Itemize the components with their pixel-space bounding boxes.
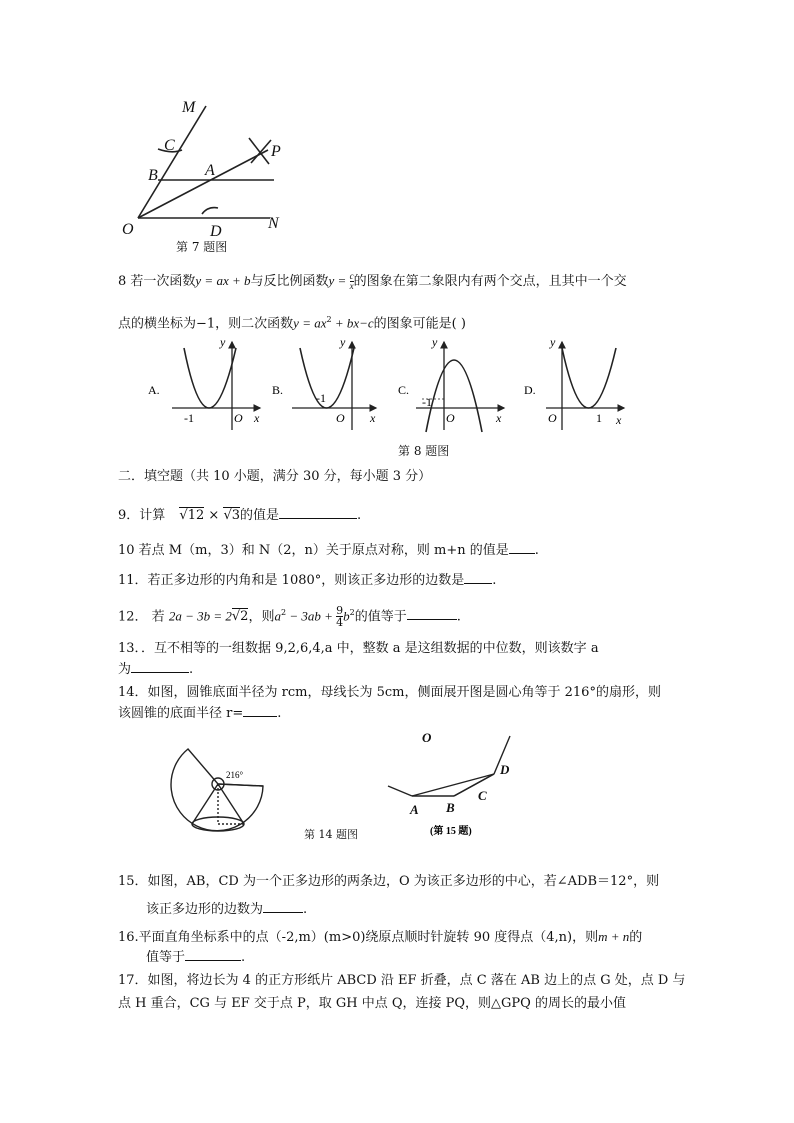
option-B-letter: B. xyxy=(272,383,284,397)
q14-answer-blank[interactable] xyxy=(243,704,277,717)
figure-7-diagram xyxy=(118,92,298,252)
q11-answer-blank[interactable] xyxy=(464,571,492,584)
question-17-line-2: 点 H 重合，CG 与 EF 交于点 P，取 GH 中点 Q，连接 PQ，则△GPQ 的周长的最小值 xyxy=(118,996,626,1011)
fraction-9-over-4: $\frac{9}{4}$ xyxy=(336,604,344,630)
sqrt-2: √2 xyxy=(231,609,249,625)
sqrt-3: √3 xyxy=(223,508,241,523)
question-8-line-1: 8 若一次函数y = ax + b与反比例函数y = $\frac{c}{x}$ 的图象在第二象限内有两个交点，且其中一个交 xyxy=(118,271,627,291)
question-8-options xyxy=(140,338,660,434)
option-C-x-label: x xyxy=(496,411,502,425)
question-13-line-1: 13．．互不相等的一组数据 9,2,6,4,a 中，整数 a 是这组数据的中位数，则该数字 a xyxy=(118,641,599,656)
label-D: D xyxy=(210,223,222,240)
sqrt-12: √12 xyxy=(179,508,205,523)
q9-answer-blank[interactable] xyxy=(279,506,357,519)
question-8-line-2: 点的横坐标为−1，则二次函数$y = ax^2 + bx-c$的图象可能是( ) xyxy=(118,315,466,332)
option-A-y-label: y xyxy=(220,338,226,349)
question-8-graphs xyxy=(140,338,660,434)
option-A-tick-neg1: -1 xyxy=(184,411,194,425)
option-D-x-label: x xyxy=(616,413,622,427)
figure-7 xyxy=(118,92,298,252)
option-A-origin: O xyxy=(234,411,243,425)
question-13-line-2: 为 . xyxy=(118,662,194,677)
figure-15 xyxy=(384,724,524,838)
label-M: M xyxy=(182,99,196,116)
q13-answer-blank[interactable] xyxy=(131,660,189,673)
label-A: A xyxy=(205,162,215,179)
q12-answer-blank[interactable] xyxy=(407,607,457,620)
option-A-graph xyxy=(148,338,260,430)
figure-15-caption: (第 15 题) xyxy=(430,826,472,837)
question-9: 9．计算 √12 × √3的值是 . xyxy=(118,508,362,523)
question-10: 10 若点 M（m，3）和 N（2，n）关于原点对称，则 m+n 的值是 . xyxy=(118,543,539,558)
figure-15-label-A: A xyxy=(410,802,419,817)
label-P: P xyxy=(271,143,281,160)
option-D-origin: O xyxy=(548,411,557,425)
label-N: N xyxy=(268,215,279,232)
label-O: O xyxy=(122,221,134,238)
option-A-letter: A. xyxy=(148,383,160,397)
option-C-y-label: y xyxy=(432,338,438,349)
option-C-tick-neg1: -1 xyxy=(422,395,432,409)
label-B: B xyxy=(148,167,158,184)
option-D-graph xyxy=(524,338,624,430)
figure-15-label-C: C xyxy=(478,788,487,803)
figure-15-label-B: B xyxy=(446,800,455,815)
option-C-letter: C. xyxy=(398,383,410,397)
question-17-line-1: 17．如图，将边长为 4 的正方形纸片 ABCD 沿 EF 折叠，点 C 落在 AB 边上的点 G 处，点 D 与 xyxy=(118,973,686,988)
question-16-line-2: 值等于 . xyxy=(146,950,246,965)
section-2-heading: 二．填空题（共 10 小题，满分 30 分，每小题 3 分） xyxy=(118,469,432,484)
option-A-x-label: x xyxy=(254,411,260,425)
option-B-tick-neg1: -1 xyxy=(316,391,326,405)
figure-14-caption: 第 14 题图 xyxy=(304,828,358,841)
q15-answer-blank[interactable] xyxy=(263,900,303,913)
option-D-tick-1: 1 xyxy=(596,411,602,425)
figure-15-diagram xyxy=(384,724,524,838)
figure-7-caption: 第 7 题图 xyxy=(176,240,228,254)
option-B-x-label: x xyxy=(370,411,376,425)
q16-answer-blank[interactable] xyxy=(185,948,241,961)
question-14-line-2: 该圆锥的底面半径 r= . xyxy=(118,706,282,721)
question-12: 12． 若 2a − 3b = 2√2，则$a^2 - 3ab$ + $\frac{9}{4}$ $b^2$的值等于 . xyxy=(118,604,461,630)
question-16-line-1: 16.平面直角坐标系中的点（-2,m）(m>0)绕原点顺时针旋转 90 度得点（4,n)，则m + n的 xyxy=(118,929,643,945)
option-D-letter: D. xyxy=(524,383,536,397)
option-B-origin: O xyxy=(336,411,345,425)
figure-15-label-D: D xyxy=(500,762,510,777)
question-11: 11．若正多边形的内角和是 1080°，则该正多边形的边数是 . xyxy=(118,573,497,588)
figure-14-angle-label: 216° xyxy=(226,770,244,780)
question-14-line-1: 14．如图，圆锥底面半径为 rcm，母线长为 5cm，侧面展开图是圆心角等于 216°的扇形，则 xyxy=(118,685,661,700)
figure-15-label-O: O xyxy=(422,730,432,745)
option-C-origin: O xyxy=(446,411,455,425)
figure-8-caption: 第 8 题图 xyxy=(398,444,450,458)
q10-answer-blank[interactable] xyxy=(509,541,535,554)
option-D-y-label: y xyxy=(550,338,556,349)
question-15-line-1: 15．如图，AB，CD 为一个正多边形的两条边，O 为该正多边形的中心，若∠ADB＝12°，则 xyxy=(118,874,660,889)
fraction-c-over-x: $\frac{c}{x}$ xyxy=(349,271,354,291)
label-C: C xyxy=(164,137,175,154)
option-B-y-label: y xyxy=(340,338,346,349)
option-B-graph xyxy=(272,338,376,430)
question-15-line-2: 该正多边形的边数为 . xyxy=(146,902,308,917)
option-C-graph xyxy=(398,338,504,432)
